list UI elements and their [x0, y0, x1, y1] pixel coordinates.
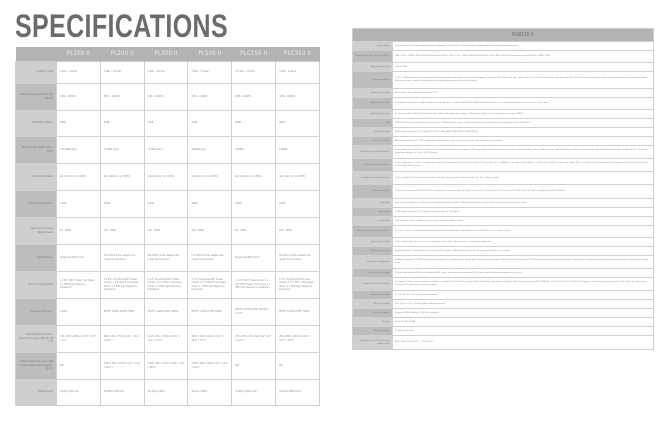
- spec-row: [16, 379, 320, 405]
- spec-value: 100 - 300W: [144, 217, 188, 244]
- spec-value: LFE input with Balanced (XLR) and Unbalanced (RCA) inputs. Stereo Input with unbalanced (RCA) inputs. Inputs individually assignable to any Preset: [393, 269, 654, 278]
- spec-value: Wolfson Microelectronics (Cirrus Logic) ADC & DAC @ 24bit/48kHz, WM8786 ADC & WM8740 DAC: [393, 128, 654, 137]
- spec-value: N/A: [276, 352, 320, 379]
- header-corner: [16, 47, 57, 61]
- spec-value: MF/HF: 2.9kHz LF/MF: 750Hz: [100, 298, 144, 325]
- spec-value: 3 Way - 7 Driver: [188, 61, 232, 83]
- page-title: SPECIFICATIONS: [15, 8, 229, 44]
- spec-value: -3dB @ 22Hz / -10dB @ 18Hz (Free Field default preset: Music. -3dB @ 19Hz / -10dB @ 14Hz (In Room) default preset: Music. Limited by low frequency protection filter (-3dB @ 12Hz): [393, 51, 654, 63]
- spec-value: 100 - 250W: [100, 217, 144, 244]
- spec-label: Room Correction EQ: [353, 185, 393, 199]
- spec-value: 370 x 225 x 280mm (14½" x 8⅞" x 11"): [57, 325, 101, 352]
- spec-row: [353, 278, 654, 291]
- spec-value: 300W: [144, 190, 188, 217]
- spec-label: Audio Input Connections: [353, 269, 393, 278]
- spec-value: MF/HF: 2.6kHz LF/MF: 500Hz: [144, 298, 188, 325]
- spec-label: Upper Frequency Limit: [353, 63, 393, 72]
- spec-value: 2nd or 4th order (-12 or -24 dB/Octave), increments of 5Hz from 20Hz to 120Hz: [393, 217, 654, 226]
- spec-row: [16, 244, 320, 271]
- spec-value: 2.3kHz: [57, 298, 101, 325]
- spec-row: [353, 309, 654, 318]
- spec-value: 2 Way - 2 Driver: [57, 61, 101, 83]
- spec-value: 1 x 6½" RDT II bass driver, 1 x 6½" RDT II bass / mid driver, 1 x HPD high frequency transducer: [232, 271, 276, 298]
- spec-value: 172MHz DSP Core with 2000 instructions per sample. 176dB of dynamic range and 56-bit double precision processing, dynamically updated by an 80MHz MCU: [393, 119, 654, 128]
- spec-value: Maximum 1280W. Standby <0.5W (ErP compliance): [393, 309, 654, 318]
- spec-row: [353, 318, 654, 327]
- spec-value: 30Hz - 100kHz: [144, 83, 188, 110]
- spec-value: 100 - 130 Vac / 220 - 240 Vac 50/60Hz (Manually selected): [393, 300, 654, 309]
- spec-value: 42mm Peak to Peak. Total displacement 4.6 litres: [393, 89, 654, 98]
- spec-label: Dimensions (H x W x D) (inc. amp, drivers & feet): [353, 336, 393, 350]
- plw215-spec-table: [352, 28, 654, 350]
- spec-value: 99.1kg (218lb): [188, 379, 232, 405]
- spec-value: 4Ω (4.2Ω min. @ 120Hz): [188, 163, 232, 190]
- spec-row: [16, 163, 320, 190]
- spec-row: [353, 110, 654, 119]
- spec-value: 36.08kg (79lb 6oz): [100, 379, 144, 405]
- spec-value: Windows (7 onwards) / OSX(x86) compatible setup application available from the Monitor Audio website and on the supplied USB stick in the Platinum II Tool Kit. Allows the user to control advanced subwoofer setup features. Settings can be saved while not connected to the subwoofer for off-sight setup: [393, 256, 654, 269]
- spec-value: 12v Trigger in (3.5mm mono mini-jack, in threshold), assignable to On/Off or Preset change. 3.5mm Microphone input jack (mic supplied), RJ45 connector supporting RS232 (EIA/TIA - 561, Tx Pin 4, Rx Pin 5, Gnd Pin 6), IR repeater - Output (3.5mm mono mini-jack). USB - Type B, for connecting to SubConnect PC application and Firmware update: [393, 278, 654, 291]
- spec-label: System Format: [16, 61, 57, 83]
- spec-value: 4 System controlled parametric EQ filters set using advanced detection algorithm. Measurement can be initiated from the control panel or the SubConnect with up to microphone 4 positions (default 3): [393, 185, 654, 199]
- spec-value: Single rear RDV-3 port: [57, 244, 101, 271]
- spec-value: 2 x 8" long-throw RDT II bass drivers, 1 x 4" RDT II mid-range driver, 1 x HPD high frequency transducer: [276, 271, 320, 298]
- spec-label: SubConnect PC Application: [353, 256, 393, 269]
- spec-row: [16, 325, 320, 352]
- spec-label: User Presets (via SubConnect II): [353, 159, 393, 172]
- spec-value: Adjustable brightness: 0% - 100%, configurable auto-off feature. Quick access to menu items: Trim, LPF, Phase, Preset Select: [393, 137, 654, 146]
- spec-row: [353, 291, 654, 300]
- spec-label: External Dimensions (inc. plinth where applicable) (H x W x D): [16, 325, 57, 352]
- spec-value: 4Ω (4.0Ω min. @ 170Hz): [232, 163, 276, 190]
- spec-value: 4 x 8" long-throw RDT II bass drivers, 2 x 4" RDT II mid-range driver, 1 x HPD high frequency transducer: [188, 271, 232, 298]
- spec-label: Sensitivity 1W@1m: [16, 110, 57, 136]
- spec-label: Driver Complement: [353, 72, 393, 89]
- spec-label: Global Settings (via SubConnect II): [353, 146, 393, 159]
- spec-label: Fuse Type: [353, 318, 393, 327]
- model-header: PL500 II: [188, 47, 232, 61]
- spec-value: 400W: [188, 190, 232, 217]
- spec-value: 113dBA: [232, 136, 276, 163]
- spec-value: -3dB @ 150Hz: [393, 63, 654, 72]
- model-header: PL100 II: [57, 47, 101, 61]
- model-header: PL300 II: [144, 47, 188, 61]
- spec-value: 990 x 260 x 375mm (39" x 10¼" x 14¾"): [100, 325, 144, 352]
- spec-label: Control Connections / Interfaces: [353, 278, 393, 291]
- spec-row: [353, 247, 654, 256]
- spec-value: Line Level < 1mV on unbalanced and balanced inputs. Auto Standby feature, adjustable between 5-240 minutes in increments of 5mins: [393, 226, 654, 238]
- spec-row: [353, 63, 654, 72]
- spec-value: 90dB: [276, 110, 320, 136]
- plw-header-row: [353, 29, 654, 42]
- spec-value: 2 x 15" C-CAM® sub-woofer driver featuring inverted surround and triple suspension for increase support at high excursions. Black single layer edge wound 3" voice coil with vented pole, vented coil and black CEO coated motor unit to reduce power compression and increase thermal dissipation. FEA optimised cone, magnetics and suspension for optimal performance and increased linearity: [393, 72, 654, 89]
- spec-label: Digital Conversion: [353, 128, 393, 137]
- spec-value: 40Hz - 100kHz: [57, 83, 101, 110]
- spec-value: CE / CB / ETL / Rcc / ErP (Energy-saving compliant): [393, 291, 654, 300]
- spec-value: MF/HF: 3.4kHz LF/MF: 440Hz: [188, 298, 232, 325]
- spec-value: 44.00kg (96lb 15oz): [276, 379, 320, 405]
- spec-row: [353, 256, 654, 269]
- spec-value: 100 - 250W: [276, 217, 320, 244]
- model-header: PL200 II: [100, 47, 144, 61]
- spec-label: Cabinet Design: [16, 244, 57, 271]
- spec-row: [16, 217, 320, 244]
- spec-value: Supplied IR remote. Front facing IR receiver with red LED response. Additional discrete IR codes for automation available in the manual: [393, 247, 654, 256]
- spec-value: Four RDV-3 ports, Sealed mid-range TLC enclosure: [188, 244, 232, 271]
- spec-value: 16.9kg (32lb 1oz): [57, 379, 101, 405]
- model-header: PLC350 II: [276, 47, 320, 61]
- spec-label: Power Handling R.M.S.: [16, 190, 57, 217]
- spec-value: 2½ Way - 3 Driver: [232, 61, 276, 83]
- spec-value: 4Ω (4.3Ω min. @ 117Hz): [144, 163, 188, 190]
- spec-label: Auto Sensing input (and requirements): [353, 226, 393, 238]
- model-header-row: [16, 47, 320, 61]
- spec-label: Amplifier Power Output: [353, 98, 393, 110]
- spec-value: 90dB: [144, 110, 188, 136]
- spec-row: [353, 208, 654, 217]
- spec-value: 3 Way - 4 Driver: [144, 61, 188, 83]
- spec-value: 1083 x 506 x 624mm (42⅝" x 19⅞" x 24½"): [188, 325, 232, 352]
- spec-value: 111.6dBA (pair): [57, 136, 101, 163]
- spec-value: 0-360 degrees, increments of 15 degrees with a pure invert at 180 degrees: [393, 208, 654, 217]
- spec-row: [353, 226, 654, 238]
- spec-value: 60 - 200W: [232, 217, 276, 244]
- spec-label: LCD & Control Panel: [353, 137, 393, 146]
- spec-label: Recommended Amp Requirements: [16, 217, 57, 244]
- spec-value: 30Hz - 100kHz: [100, 83, 144, 110]
- spec-value: Night mode: assignable (on or off) per Preset with global threshold (-3dB to -20dB). Introduces dynamic range reduction lowering the level of loud sections: [393, 199, 654, 208]
- spec-row: [353, 119, 654, 128]
- spec-value: 3 Way - 4 Driver: [100, 61, 144, 83]
- spec-label: Crossover Frequency: [16, 298, 57, 325]
- spec-row: [16, 190, 320, 217]
- spec-value: 120W: [57, 190, 101, 217]
- spec-row: [353, 172, 654, 185]
- spec-value: 1113 x 310 x 370mm (43¾" x 12¼" x 14½"): [144, 325, 188, 352]
- spec-value: 116dBA: [276, 136, 320, 163]
- spec-label: User Equaliser (via SubConnect II): [353, 172, 393, 185]
- spec-value: Two RDV-3 ports, Sealed mid-range TLC enclosure: [100, 244, 144, 271]
- spec-row: [16, 61, 320, 83]
- spec-value: 200W: [232, 190, 276, 217]
- spec-label: Weight (unpacked): [353, 327, 393, 336]
- spec-label: Amplifier Classification: [353, 110, 393, 119]
- spec-value: 117dBA (pair): [100, 136, 144, 163]
- spec-value: 88dB: [57, 110, 101, 136]
- spec-value: N/A: [232, 352, 276, 379]
- spec-value: 30Hz - 100kHz: [276, 83, 320, 110]
- spec-row: [353, 199, 654, 208]
- spec-label: Power consumption: [353, 309, 393, 318]
- model-header: PLW215 II: [393, 29, 654, 42]
- spec-row: [16, 136, 320, 163]
- spec-label: Electrical Certifications: [353, 291, 393, 300]
- spec-row: [353, 159, 654, 172]
- spec-row: [353, 51, 654, 63]
- spec-value: 1188 x 410 x 470mm (46¾" x 16" x 18½"): [144, 352, 188, 379]
- spec-label: Phase control: [353, 208, 393, 217]
- spec-label: DSP: [353, 119, 393, 128]
- spec-row: [16, 271, 320, 298]
- spec-row: [353, 89, 654, 98]
- spec-value: 3 Way - 4 Driver: [276, 61, 320, 83]
- spec-value: 23.99kg (53lb 12oz): [232, 379, 276, 405]
- spec-label: Drive Unit Complement: [16, 271, 57, 298]
- spec-value: 40Hz - 100kHz: [232, 83, 276, 110]
- spec-label: System Format: [353, 42, 393, 51]
- spec-value: 117dBA (pair): [144, 136, 188, 163]
- spec-value: N/A: [57, 352, 101, 379]
- spec-label: Weight (each): [16, 379, 57, 405]
- spec-value: 150 - 400W: [188, 217, 232, 244]
- spec-value: -11 to +1 dB in 1dB increments. Via the control panel. -80 to +20 in 1dB increments, via SubConnect application: [393, 238, 654, 247]
- spec-row: [353, 300, 654, 309]
- spec-row: [353, 269, 654, 278]
- spec-value: 54.32kg (120lb): [144, 379, 188, 405]
- spec-row: [353, 327, 654, 336]
- spec-row: [353, 146, 654, 159]
- spec-value: Dual Amplifier design with a single amplifier powering each driver. Combined: 1400W RMS, 2080W Peak (Burst Ratio 1.4 Continuous, Measured into two non-reactive 4 Ohm Loads): [393, 98, 654, 110]
- spec-value: 91dB: [188, 110, 232, 136]
- spec-value: Display Brightness (0-100%), Dim (to 50% or to 0%), Default Preset, Mute Link Outputs, 12V Trigger Assignment (Power on/off or Preset select), Input gain (Master -40 to -20dB, Trim -6 to +6dB, Mode), Phase (0-360 in 15 degree steps), Night Mode Threshold (-3dB to -20dB), Auto On / Off (Enable Signal Sense, Always On, Time to off (5-240mins)): [393, 146, 654, 159]
- spec-value: 88dB: [232, 110, 276, 136]
- spec-row: [353, 72, 654, 89]
- spec-value: 57.54kg (126lb 10oz): [393, 327, 654, 336]
- spec-row: [353, 217, 654, 226]
- spec-row: [16, 298, 320, 325]
- spec-value: 288 x 800 x 368mm (11⅜" x 31½" x 14½"): [276, 325, 320, 352]
- spec-value: Single rear RDV-3 port: [232, 244, 276, 271]
- spec-row: [353, 336, 654, 350]
- spec-row: [16, 110, 320, 136]
- spec-label: Linear Drive Excursion: [353, 89, 393, 98]
- spec-value: 1043 x 360 x 375mm (41" x 14¼" x 14¾"): [100, 352, 144, 379]
- spec-row: [353, 128, 654, 137]
- spec-row: [16, 83, 320, 110]
- spec-label: Nominal Impedance: [16, 163, 57, 190]
- spec-row: [353, 185, 654, 199]
- spec-label: Mains input voltage: [353, 300, 393, 309]
- model-header: PLC150 II: [232, 47, 276, 61]
- spec-value: 546.2 x 504 x 512mm (21½" x 19⅞" x 20⅛"): [393, 336, 654, 350]
- spec-value: 2 x 6½" long-throw RDT II bass drivers, 1 x 4" RDT II mid-range driver, 1 x HPD high frequency transducer: [100, 271, 144, 298]
- spec-value: MF/HF: 3.0kHz LF/MF: 600Hz (L-roll LF): [232, 298, 276, 325]
- spec-value: 250W: [276, 190, 320, 217]
- spec-value: 4Ω (4.0Ω min. @ 170Hz): [276, 163, 320, 190]
- spec-value: 235 x 583 x 291.2mm (9¼" x 23" x 11½"): [232, 325, 276, 352]
- spec-value: 4Ω (4.3Ω min. @ 140Hz): [57, 163, 101, 190]
- spec-row: [353, 42, 654, 51]
- spec-row: [353, 137, 654, 146]
- spec-value: 4 fully controllable EQ filters and 4 default filters with gain offset per preset. Default settings: Flat / Music / Movie / Impact: [393, 172, 654, 185]
- header-corner: [353, 29, 393, 42]
- spec-value: MF/HF: 3.0kHz LF/MF: 700Hz: [276, 298, 320, 325]
- spec-value: 4 fully configurable user Presets including, Preset Name, LPF Frequency (Hz Steps from 20-120Hz), LPF Slope Order (-12 or -24dB/Oct), Input (Stereo, LFE or Both), Trim Offset (-6 to +6dB), EQ mode (Input, Music, Movie or Default), User EQ (4 adjustable filters applied on top of EQ mode), Room EQ (On/Off), Night Mode (On/Off): [393, 159, 654, 172]
- spec-value: Sealed Cabinet with vibration cancelling driver configuration. 25mm M.D.F. construction with internal bracing and sealed amplifier compartment: [393, 42, 654, 51]
- spec-value: 3 x 8" long-throw RDT II bass drivers, 1 x 4" RDT II mid-range driver, 1 x HPD high frequency transducer: [144, 271, 188, 298]
- spec-row: [353, 98, 654, 110]
- spec-label: IR Remote control code: [353, 247, 393, 256]
- spec-label: External Dimensions (inc. feet & spikes where applicable) (H x W x D): [16, 352, 57, 379]
- spec-label: Maximum SPL (1/8th @ 1m - each): [16, 136, 57, 163]
- spec-value: Two RDV-3 ports, Sealed mid-range TLC enclosure: [276, 244, 320, 271]
- spec-label: Frequency Response (±dB - IEC 268-10): [16, 83, 57, 110]
- spec-label: Low Frequency Limit (-6dB - IEC 268-10): [353, 51, 393, 63]
- spec-value: 120dBA (pair): [188, 136, 232, 163]
- spec-value: Two RDV-3 ports, Sealed mid-range TLC enclosure: [144, 244, 188, 271]
- spec-value: 4Ω (4.0Ω min. @ 170Hz): [100, 163, 144, 190]
- spec-row: [16, 352, 320, 379]
- spec-label: Digital Volume Control: [353, 238, 393, 247]
- spec-value: 22Hz - 100kHz: [188, 83, 232, 110]
- specifications-table: [15, 47, 320, 406]
- spec-value: 90dB: [100, 110, 144, 136]
- spec-value: 20mm T12.5AL 250VAC: [393, 318, 654, 327]
- spec-row: [353, 238, 654, 247]
- spec-value: 2x Class-D amplifiers, Balanced Differential Input, Differentially loaded Power Supply, DSP controlled, High current Switch mode power supply (SMPSU): [393, 110, 654, 119]
- spec-label: Night Mode: [353, 199, 393, 208]
- spec-value: 40 - 120W: [57, 217, 101, 244]
- spec-value: 1348 x 506 x 624mm (53" x 19⅞" x 24½"): [188, 352, 232, 379]
- spec-value: 250W: [100, 190, 144, 217]
- spec-label: Low pass Filter: [353, 217, 393, 226]
- spec-value: 1 x 6½" RDT II bass / mid driver, 1 x HPD high frequency transducer: [57, 271, 101, 298]
